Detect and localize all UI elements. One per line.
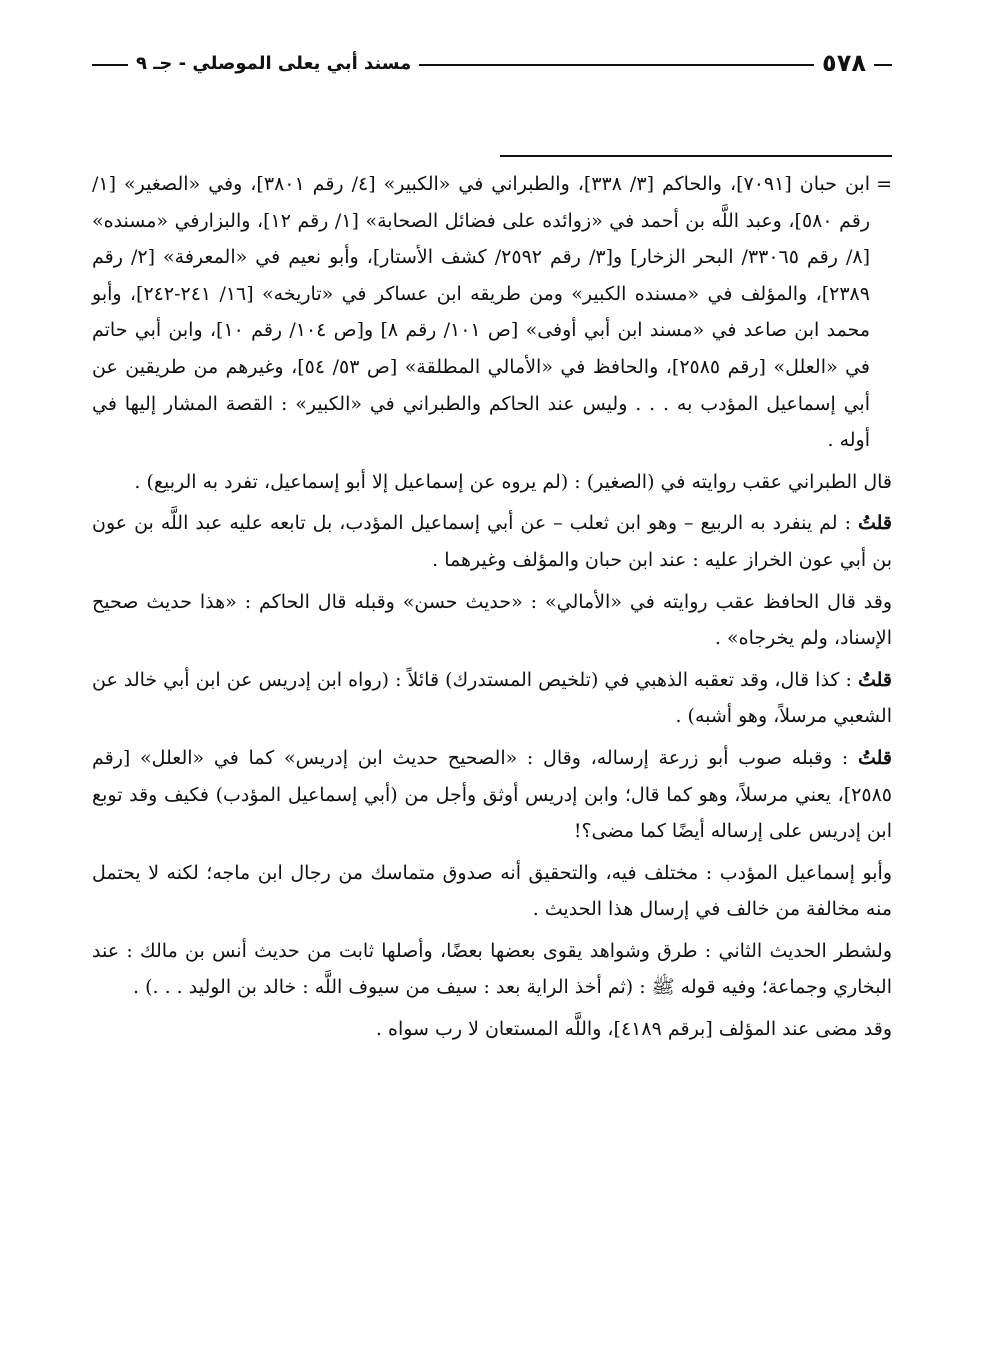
paragraph-text: وأبو إسماعيل المؤدب : مختلف فيه، والتحقيق أنه صدوق متماسك من رجال ابن ماجه؛ لكنه لا يحتمل منه مخالفة من خالف في إرسال هذا الحديث . [92, 861, 892, 921]
paragraph-text: وقد مضى عند المؤلف [برقم ٤١٨٩]، واللَّه المستعان لا رب سواه . [375, 1018, 892, 1041]
paragraph-text: : وقبله صوب أبو زرعة إرساله، وقال : «الصحيح حديث ابن إدريس» كما في «العلل» [رقم ٢٥٨٥]، يعني مرسلاً، وهو كما قال؛ وابن إدريس أوثق وأجل من (أبي إسماعيل المؤدب) فكيف وقد توبع ابن إدريس على إرساله أيضًا كما مضى؟! [92, 746, 892, 843]
paragraph-text: : كذا قال، وقد تعقبه الذهبي في (تلخيص المستدرك) قائلاً : (رواه ابن إدريس عن ابن أبي خالد عن الشعبي مرسلاً، وهو أشبه) . [92, 668, 892, 728]
footnote-paragraph-9 [92, 1011, 892, 1048]
footnote-paragraph-2 [92, 464, 892, 501]
footnote-paragraph-8 [92, 933, 892, 1006]
footnote-body [92, 166, 892, 1053]
qultu-lead: قلتُ [857, 668, 892, 691]
footnote-paragraph-5 [92, 662, 892, 735]
paragraph-text: ابن حبان [٧٠٩١]، والحاكم [٣/ ٣٣٨]، والطبراني في «الكبير» [٤/ رقم ٣٨٠١]، وفي «الصغير» [١/ رقم ٥٨٠]، وعبد اللَّه بن أحمد في «زوائده على فضائل الصحابة» [١/ رقم ١٢]، والبزارفي «مسنده» [٨/ رقم ٣٣٠٦٥/ البحر الزخار] و[٣/ رقم ٢٥٩٢/ كشف الأستار]، وأبو نعيم في «المعرفة» [٢/ رقم ٢٣٨٩]، والمؤلف في «مسنده الكبير» ومن طريقه ابن عساكر في «تاريخه» [١٦/ ٢٤١-٢٤٢]، وأبو محمد ابن صاعد في «مسند ابن أبي أوفى» [ص ١٠١/ رقم ٨] و[ص ١٠٤/ رقم ١٠]، وابن أبي حاتم في «العلل» [رقم ٢٥٨٥]، والحافظ في «الأمالي المطلقة» [ص ٥٣/ ٥٤]، وغيرهم من طريقين عن أبي إسماعيل المؤدب به . . . وليس عند الحاكم والطبراني في «الكبير» : القصة المشار إليها في أوله . [92, 173, 871, 452]
footnote-paragraph-6 [92, 740, 892, 850]
page-number: ٥٧٨ [814, 48, 874, 78]
footnote-separator [500, 155, 892, 157]
paragraph-text: ولشطر الحديث الثاني : طرق وشواهد يقوى بعضها بعضًا، وأصلها ثابت من حديث أنس بن مالك : عند البخاري وجماعة؛ وفيه قوله ﷺ : (ثم أخذ الراية بعد : سيف من سيوف اللَّه : خالد بن الوليد . . .) . [92, 939, 892, 999]
footnote-paragraph-7 [92, 855, 892, 928]
paragraph-text: قال الطبراني عقب روايته في (الصغير) : (لم يروه عن إسماعيل إلا أبو إسماعيل، تفرد به الربيع) . [134, 470, 892, 493]
qultu-lead: قلتُ [857, 746, 892, 769]
continuation-mark: = [876, 173, 892, 195]
footnote-paragraph-4 [92, 584, 892, 657]
page-header [92, 44, 892, 84]
qultu-lead: قلتُ [857, 512, 892, 535]
footnote-paragraph-3 [92, 505, 892, 578]
paragraph-text: : لم ينفرد به الربيع – وهو ابن ثعلب – عن أبي إسماعيل المؤدب، بل تابعه عليه عبد اللَّه بن عون بن أبي عون الخراز عليه : عند ابن حبان والمؤلف وغيرهما . [92, 512, 892, 571]
paragraph-text: وقد قال الحافظ عقب روايته في «الأمالي» : «حديث حسن» وقبله قال الحاكم : «هذا حديث صحيح الإسناد، ولم يخرجاه» . [92, 590, 892, 650]
footnote-paragraph-1 [92, 166, 892, 459]
running-title: مسند أبي يعلى الموصلي - جـ ٩ [128, 50, 419, 78]
